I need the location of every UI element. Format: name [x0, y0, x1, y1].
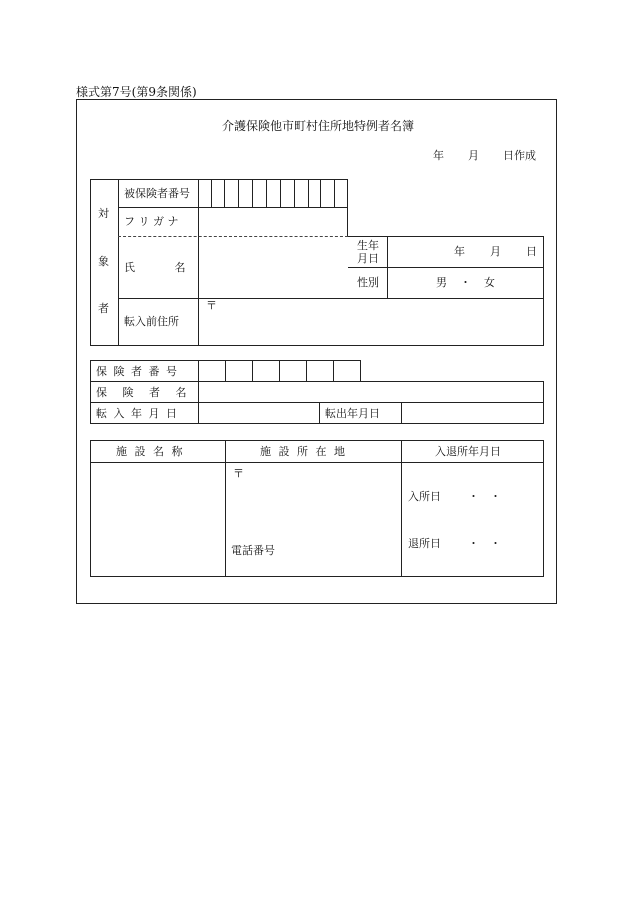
gender-male: 男	[436, 276, 447, 289]
birth-month: 月	[490, 245, 501, 258]
subject-vertical-label-2: 象	[98, 255, 109, 268]
name-label: 氏 名	[124, 261, 186, 274]
birth-year: 年	[454, 245, 465, 258]
facility-name-header: 施 設 名 称	[116, 445, 183, 458]
move-in-date-label: 転 入 年 月 日	[96, 407, 177, 420]
admission-date-dots: ・ ・	[468, 490, 501, 503]
gender-separator: ・	[460, 276, 471, 289]
insurer-number-label: 保 険 者 番 号	[96, 365, 177, 378]
form-title: 介護保険他市町村住所地特例者名簿	[222, 119, 415, 133]
subject-vertical-label-3: 者	[98, 302, 109, 315]
insured-number-label: 被保険者番号	[124, 187, 190, 200]
furigana-label: フ リ ガ ナ	[124, 215, 179, 228]
birth-label-line2: 月日	[357, 252, 379, 265]
admission-label: 入所日	[408, 490, 441, 503]
move-out-date-label: 転出年月日	[325, 407, 380, 420]
previous-address-postal-mark: 〒	[206, 299, 217, 312]
discharge-label: 退所日	[408, 537, 441, 550]
birth-day: 日	[526, 245, 537, 258]
date-created-day: 日作成	[503, 149, 536, 162]
gender-female: 女	[484, 276, 495, 289]
date-created-month: 月	[468, 149, 479, 162]
insurer-name-label: 保 険 者 名	[96, 386, 187, 399]
gender-label: 性別	[357, 276, 379, 289]
facility-phone-label: 電話番号	[231, 544, 275, 557]
subject-vertical-label-1: 対	[98, 207, 109, 220]
date-created-year: 年	[433, 149, 444, 162]
discharge-date-dots: ・ ・	[468, 537, 501, 550]
facility-address-header: 施 設 所 在 地	[260, 445, 345, 458]
admission-date-header: 入退所年月日	[435, 445, 501, 458]
form-number: 様式第7号(第9条関係)	[76, 85, 197, 99]
previous-address-label: 転入前住所	[124, 315, 179, 328]
birth-label-line1: 生年	[357, 239, 379, 252]
facility-postal-mark: 〒	[233, 467, 244, 480]
